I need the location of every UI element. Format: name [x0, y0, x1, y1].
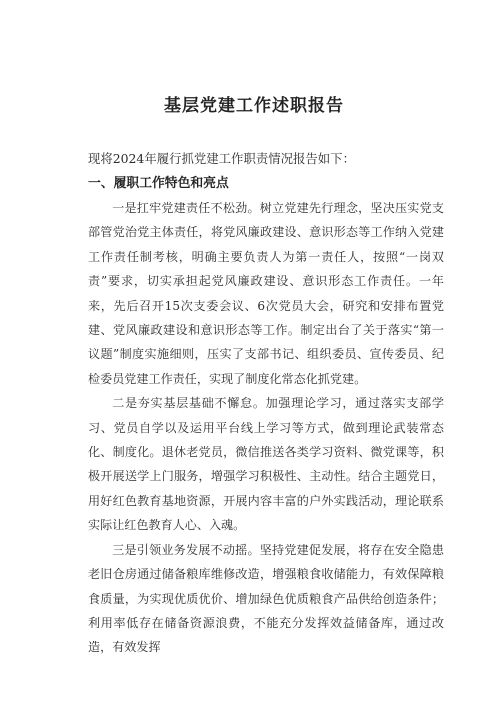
intro-paragraph: 现将2024年履行抓党建工作职责情况报告如下： [88, 151, 355, 166]
paragraph-1: 一是扛牢党建责任不松劲。树立党建先行理念，坚决压实党支部管党治党主体责任，将党风廉政建设、意识形态等工作纳入党建工作责任制考核，明确主要负责人为第一责任人，按照“一岗双责”要求，切实承担起党风廉政建设、意识形态工作责任。一年来，先后召开15次支委会议、6次党员大会，研究和安排布置党建、党风廉政建设和意识形态等工作。制定出台了关于落实“第一议题”制度实施细则，压实了支部书记、组织委员、宣传委员、纪检委员党建工作责任，实现了制度化常态化抓党建。 [88, 201, 444, 386]
document-title: 基层党建工作述职报告 [164, 96, 344, 116]
paragraph-2: 二是夯实基层基础不懈怠。加强理论学习，通过落实支部学习、党员自学以及运用平台线上学习等方式，做到理论武装常态化、制度化。退休老党员，微信推送各类学习资料、微党课等，积极开展送学上门服务，增强学习积极性、主动性。结合主题党日，用好红色教育基地资源，开展内容丰富的户外实践活动，理论联系实际让红色教育人心、入魂。 [88, 396, 444, 533]
paragraph-3: 三是引领业务发展不动摇。坚持党建促发展，将存在安全隐患老旧仓房通过储备粮库维修改造，增强粮食收储能力，有效保障粮食质量，为实现优质优价、增加绿色优质粮食产品供给创造条件；利用率低存在储备资源浪费，不能充分发挥效益储备库，通过改造，有效发挥 [88, 542, 444, 655]
section-heading-1: 一、履职工作特色和亮点 [88, 176, 229, 191]
